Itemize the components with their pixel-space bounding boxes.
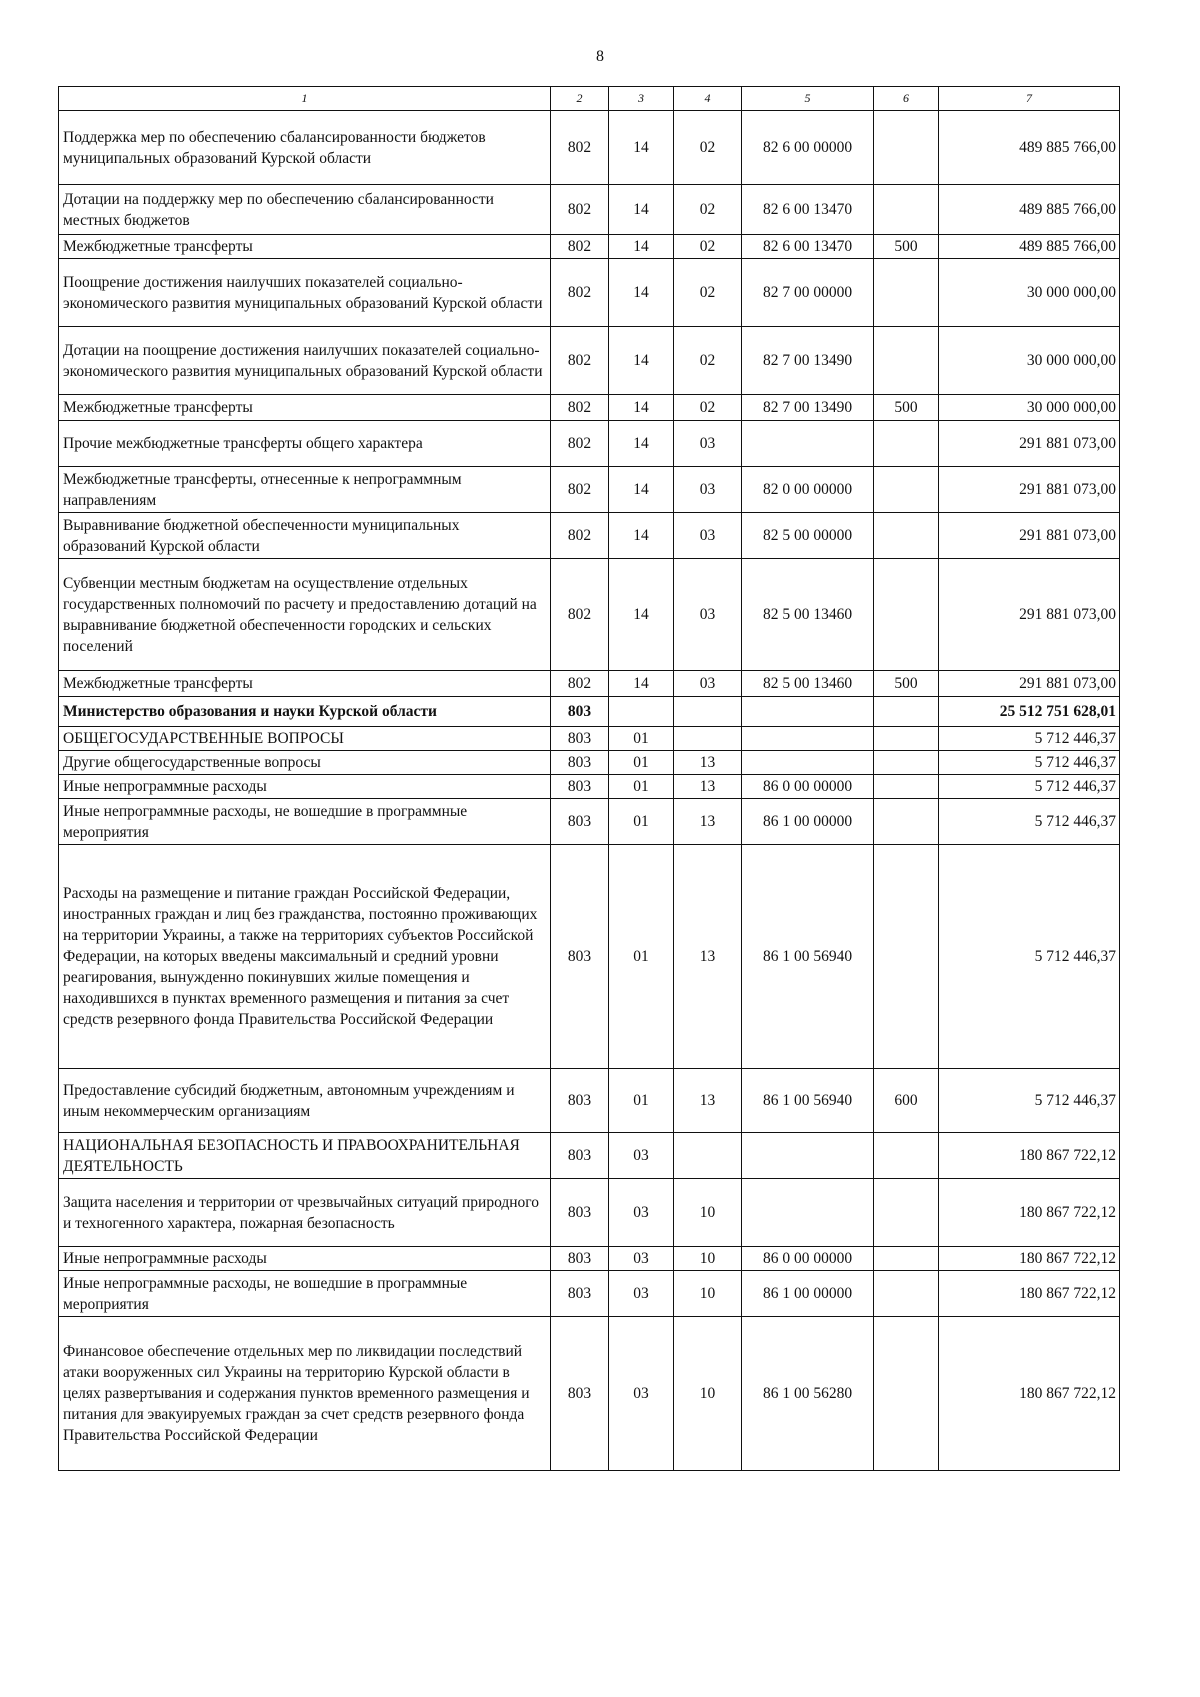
col-2-code: 803 <box>551 1179 609 1247</box>
col-5-code <box>742 697 874 727</box>
table-row <box>59 559 1120 671</box>
col-7-amount: 30 000 000,00 <box>939 395 1120 421</box>
col-4-code: 10 <box>674 1179 742 1247</box>
col-7-amount: 291 881 073,00 <box>939 559 1120 671</box>
col-3-code <box>609 697 674 727</box>
col-4-code: 13 <box>674 1069 742 1133</box>
col-2-code: 803 <box>551 1271 609 1317</box>
col-5-code: 82 0 00 00000 <box>742 467 874 513</box>
row-name: Финансовое обеспечение отдельных мер по ликвидации последствий атаки вооруженных сил Украины на территорию Курской области в целях развертывания и содержания пунктов временного размещения и питания для эвакуируемых граждан за счет средств резервного фонда Правительства Российской Федерации <box>59 1317 551 1471</box>
col-6-code <box>874 111 939 185</box>
col-5-code: 82 7 00 13490 <box>742 395 874 421</box>
col-7-amount: 291 881 073,00 <box>939 467 1120 513</box>
col-7-amount: 30 000 000,00 <box>939 259 1120 327</box>
col-3-code: 03 <box>609 1179 674 1247</box>
col-6-code <box>874 327 939 395</box>
col-3-code: 14 <box>609 513 674 559</box>
col-5-code: 82 5 00 00000 <box>742 513 874 559</box>
col-2-code: 802 <box>551 185 609 235</box>
col-5-code <box>742 1133 874 1179</box>
col-4-code <box>674 1133 742 1179</box>
col-2-code: 803 <box>551 1069 609 1133</box>
col-6-code <box>874 421 939 467</box>
col-3-code: 03 <box>609 1133 674 1179</box>
header-cell: 7 <box>939 87 1120 111</box>
col-6-code <box>874 845 939 1069</box>
col-6-code <box>874 1271 939 1317</box>
header-cell: 2 <box>551 87 609 111</box>
col-5-code: 82 6 00 13470 <box>742 185 874 235</box>
col-5-code: 86 0 00 00000 <box>742 1247 874 1271</box>
col-2-code: 802 <box>551 421 609 467</box>
col-3-code: 14 <box>609 259 674 327</box>
table-row <box>59 235 1120 259</box>
col-3-code: 01 <box>609 727 674 751</box>
row-name: Другие общегосударственные вопросы <box>59 751 551 775</box>
table-row <box>59 395 1120 421</box>
col-3-code: 14 <box>609 421 674 467</box>
row-name: Межбюджетные трансферты <box>59 671 551 697</box>
col-3-code: 01 <box>609 1069 674 1133</box>
col-7-amount: 180 867 722,12 <box>939 1317 1120 1471</box>
col-2-code: 803 <box>551 727 609 751</box>
col-6-code <box>874 751 939 775</box>
col-7-amount: 291 881 073,00 <box>939 671 1120 697</box>
table-row <box>59 467 1120 513</box>
col-5-code: 82 5 00 13460 <box>742 671 874 697</box>
col-2-code: 802 <box>551 467 609 513</box>
row-name: НАЦИОНАЛЬНАЯ БЕЗОПАСНОСТЬ И ПРАВООХРАНИТЕЛЬНАЯ ДЕЯТЕЛЬНОСТЬ <box>59 1133 551 1179</box>
row-name: Поощрение достижения наилучших показателей социально-экономического развития муниципальных образований Курской области <box>59 259 551 327</box>
col-6-code: 600 <box>874 1069 939 1133</box>
col-4-code: 02 <box>674 111 742 185</box>
col-7-amount: 291 881 073,00 <box>939 421 1120 467</box>
col-5-code: 86 1 00 56940 <box>742 845 874 1069</box>
col-3-code: 14 <box>609 185 674 235</box>
col-6-code <box>874 467 939 513</box>
col-4-code: 13 <box>674 799 742 845</box>
col-4-code: 03 <box>674 467 742 513</box>
row-name: Поддержка мер по обеспечению сбалансированности бюджетов муниципальных образований Курской области <box>59 111 551 185</box>
col-2-code: 803 <box>551 799 609 845</box>
row-name: Иные непрограммные расходы <box>59 775 551 799</box>
col-7-amount: 5 712 446,37 <box>939 775 1120 799</box>
col-7-amount: 5 712 446,37 <box>939 1069 1120 1133</box>
col-7-amount: 30 000 000,00 <box>939 327 1120 395</box>
col-6-code <box>874 559 939 671</box>
row-name: Дотации на поощрение достижения наилучших показателей социально-экономического развития муниципальных образований Курской области <box>59 327 551 395</box>
col-6-code <box>874 1179 939 1247</box>
col-6-code <box>874 1317 939 1471</box>
col-4-code <box>674 697 742 727</box>
col-5-code: 82 5 00 13460 <box>742 559 874 671</box>
table-row <box>59 185 1120 235</box>
col-5-code: 86 0 00 00000 <box>742 775 874 799</box>
table-row <box>59 111 1120 185</box>
col-2-code: 802 <box>551 259 609 327</box>
col-2-code: 803 <box>551 1247 609 1271</box>
table-row <box>59 697 1120 727</box>
col-4-code: 02 <box>674 235 742 259</box>
col-7-amount: 180 867 722,12 <box>939 1271 1120 1317</box>
col-6-code <box>874 1133 939 1179</box>
col-3-code: 01 <box>609 775 674 799</box>
col-6-code <box>874 727 939 751</box>
table-row <box>59 327 1120 395</box>
table-row <box>59 1069 1120 1133</box>
row-name: Защита населения и территории от чрезвычайных ситуаций природного и техногенного характера, пожарная безопасность <box>59 1179 551 1247</box>
col-4-code: 02 <box>674 395 742 421</box>
col-4-code: 02 <box>674 327 742 395</box>
table-row <box>59 1317 1120 1471</box>
table-row <box>59 1247 1120 1271</box>
col-3-code: 14 <box>609 467 674 513</box>
row-name: Иные непрограммные расходы <box>59 1247 551 1271</box>
col-4-code: 03 <box>674 559 742 671</box>
row-name: Прочие межбюджетные трансферты общего характера <box>59 421 551 467</box>
row-name: Иные непрограммные расходы, не вошедшие в программные мероприятия <box>59 799 551 845</box>
col-4-code: 13 <box>674 845 742 1069</box>
col-3-code: 01 <box>609 845 674 1069</box>
table-row <box>59 1271 1120 1317</box>
row-name: Межбюджетные трансферты <box>59 235 551 259</box>
col-3-code: 03 <box>609 1271 674 1317</box>
header-cell: 1 <box>59 87 551 111</box>
col-2-code: 803 <box>551 775 609 799</box>
col-2-code: 802 <box>551 513 609 559</box>
page-number: 8 <box>596 48 604 65</box>
row-name: Иные непрограммные расходы, не вошедшие в программные мероприятия <box>59 1271 551 1317</box>
col-3-code: 14 <box>609 111 674 185</box>
header-cell: 5 <box>742 87 874 111</box>
col-5-code: 86 1 00 00000 <box>742 799 874 845</box>
col-5-code: 82 6 00 00000 <box>742 111 874 185</box>
col-4-code: 10 <box>674 1247 742 1271</box>
col-5-code: 86 1 00 00000 <box>742 1271 874 1317</box>
col-3-code: 01 <box>609 751 674 775</box>
col-3-code: 14 <box>609 327 674 395</box>
row-name: Министерство образования и науки Курской области <box>59 697 551 727</box>
header-cell: 6 <box>874 87 939 111</box>
budget-table <box>58 86 1120 1471</box>
row-name: Межбюджетные трансферты <box>59 395 551 421</box>
col-2-code: 803 <box>551 1133 609 1179</box>
col-7-amount: 5 712 446,37 <box>939 799 1120 845</box>
table-row <box>59 259 1120 327</box>
col-4-code: 10 <box>674 1271 742 1317</box>
row-name: Дотации на поддержку мер по обеспечению сбалансированности местных бюджетов <box>59 185 551 235</box>
col-6-code: 500 <box>874 395 939 421</box>
col-5-code <box>742 421 874 467</box>
table-body <box>59 87 1120 1471</box>
table-row <box>59 727 1120 751</box>
table-row <box>59 799 1120 845</box>
col-2-code: 802 <box>551 559 609 671</box>
table-row <box>59 671 1120 697</box>
table-row <box>59 775 1120 799</box>
col-4-code: 03 <box>674 421 742 467</box>
col-2-code: 803 <box>551 1317 609 1471</box>
col-4-code: 13 <box>674 775 742 799</box>
col-4-code: 13 <box>674 751 742 775</box>
col-3-code: 01 <box>609 799 674 845</box>
table-row <box>59 751 1120 775</box>
col-3-code: 14 <box>609 235 674 259</box>
col-7-amount: 25 512 751 628,01 <box>939 697 1120 727</box>
col-7-amount: 5 712 446,37 <box>939 845 1120 1069</box>
col-2-code: 803 <box>551 751 609 775</box>
col-5-code: 86 1 00 56280 <box>742 1317 874 1471</box>
col-5-code: 82 6 00 13470 <box>742 235 874 259</box>
table-row <box>59 513 1120 559</box>
col-6-code <box>874 775 939 799</box>
header-cell: 4 <box>674 87 742 111</box>
row-name: Выравнивание бюджетной обеспеченности муниципальных образований Курской области <box>59 513 551 559</box>
table-row <box>59 421 1120 467</box>
col-6-code: 500 <box>874 671 939 697</box>
col-5-code: 82 7 00 00000 <box>742 259 874 327</box>
col-3-code: 14 <box>609 671 674 697</box>
col-7-amount: 180 867 722,12 <box>939 1179 1120 1247</box>
col-3-code: 14 <box>609 395 674 421</box>
col-4-code: 03 <box>674 513 742 559</box>
col-2-code: 803 <box>551 697 609 727</box>
col-5-code: 86 1 00 56940 <box>742 1069 874 1133</box>
col-6-code <box>874 799 939 845</box>
col-6-code <box>874 185 939 235</box>
col-3-code: 14 <box>609 559 674 671</box>
col-5-code <box>742 1179 874 1247</box>
table-row <box>59 845 1120 1069</box>
col-7-amount: 180 867 722,12 <box>939 1133 1120 1179</box>
col-6-code <box>874 513 939 559</box>
row-name: Предоставление субсидий бюджетным, автономным учреждениям и иным некоммерческим организациям <box>59 1069 551 1133</box>
col-7-amount: 489 885 766,00 <box>939 235 1120 259</box>
col-6-code <box>874 259 939 327</box>
col-4-code <box>674 727 742 751</box>
col-2-code: 802 <box>551 395 609 421</box>
row-name: ОБЩЕГОСУДАРСТВЕННЫЕ ВОПРОСЫ <box>59 727 551 751</box>
col-2-code: 802 <box>551 671 609 697</box>
col-7-amount: 180 867 722,12 <box>939 1247 1120 1271</box>
col-5-code <box>742 751 874 775</box>
col-4-code: 03 <box>674 671 742 697</box>
col-6-code <box>874 697 939 727</box>
table-row <box>59 1179 1120 1247</box>
header-row <box>59 87 1120 111</box>
col-5-code <box>742 727 874 751</box>
header-cell: 3 <box>609 87 674 111</box>
col-5-code: 82 7 00 13490 <box>742 327 874 395</box>
col-4-code: 02 <box>674 259 742 327</box>
col-7-amount: 5 712 446,37 <box>939 751 1120 775</box>
col-2-code: 802 <box>551 111 609 185</box>
col-6-code: 500 <box>874 235 939 259</box>
col-3-code: 03 <box>609 1247 674 1271</box>
row-name: Межбюджетные трансферты, отнесенные к непрограммным направлениям <box>59 467 551 513</box>
col-7-amount: 489 885 766,00 <box>939 185 1120 235</box>
col-4-code: 02 <box>674 185 742 235</box>
col-7-amount: 291 881 073,00 <box>939 513 1120 559</box>
col-2-code: 802 <box>551 235 609 259</box>
col-7-amount: 489 885 766,00 <box>939 111 1120 185</box>
col-2-code: 803 <box>551 845 609 1069</box>
col-7-amount: 5 712 446,37 <box>939 727 1120 751</box>
col-2-code: 802 <box>551 327 609 395</box>
table-row <box>59 1133 1120 1179</box>
col-6-code <box>874 1247 939 1271</box>
col-4-code: 10 <box>674 1317 742 1471</box>
row-name: Расходы на размещение и питание граждан Российской Федерации, иностранных граждан и лиц без гражданства, постоянно проживающих на территории Украины, а также на территориях субъектов Российской Федерации, на которых введены максимальный и средний уровни реагирования, вынужденно покинувших жилые помещения и находившихся в пунктах временного размещения и питания за счет средств резервного фонда Правительства Российской Федерации <box>59 845 551 1069</box>
row-name: Субвенции местным бюджетам на осуществление отдельных государственных полномочий по расчету и предоставлению дотаций на выравнивание бюджетной обеспеченности городских и сельских поселений <box>59 559 551 671</box>
col-3-code: 03 <box>609 1317 674 1471</box>
